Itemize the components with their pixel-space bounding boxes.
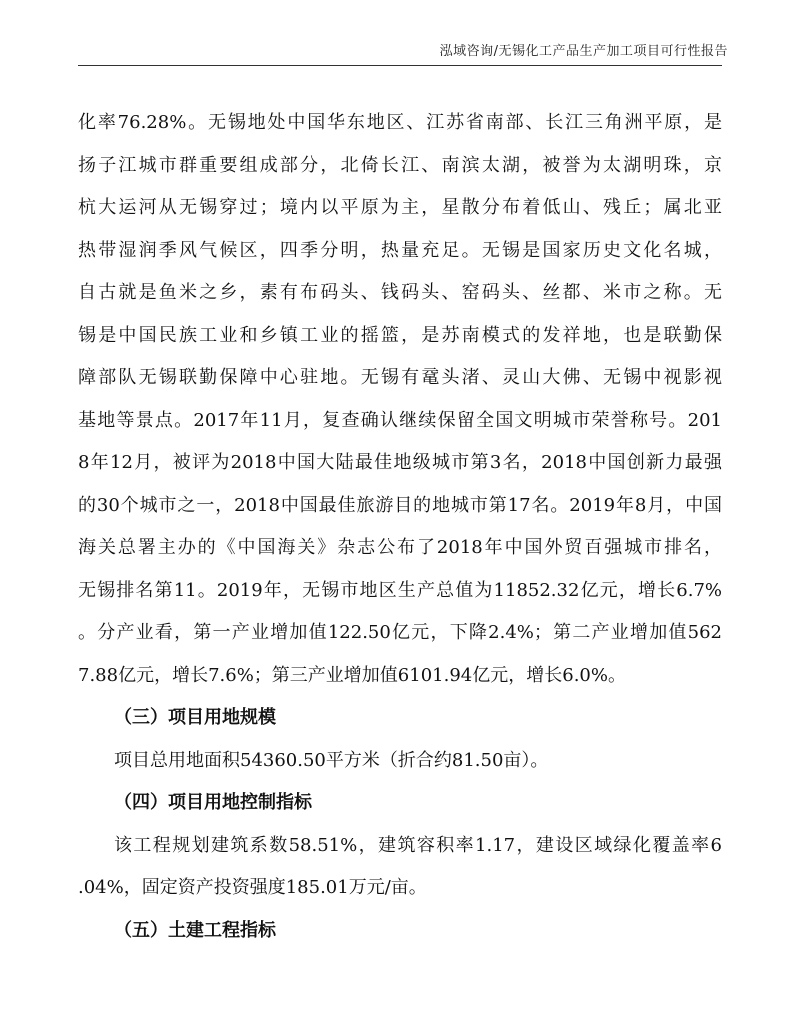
paragraph-land-area: 项目总用地面积54360.50平方米（折合约81.50亩）。 bbox=[114, 749, 549, 771]
document-body bbox=[78, 112, 722, 962]
paragraph-line: 基地等景点。2017年11月，复查确认继续保留全国文明城市荣誉称号。201 bbox=[78, 409, 722, 431]
paragraph-line: 的30个城市之一，2018中国最佳旅游目的地城市第17名。2019年8月，中国 bbox=[78, 494, 722, 516]
section-heading-land-control: （四）项目用地控制指标 bbox=[114, 792, 312, 813]
paragraph-line: 8年12月，被评为2018中国大陆最佳地级城市第3名，2018中国创新力最强 bbox=[78, 452, 722, 473]
paragraph-line: 自古就是鱼米之乡，素有布码头、钱码头、窑码头、丝都、米市之称。无 bbox=[78, 282, 722, 303]
section-heading-land-scale: （三）项目用地规模 bbox=[114, 707, 276, 728]
page-header: 泓域咨询/无锡化工产品生产加工项目可行性报告 bbox=[439, 44, 728, 59]
header-divider bbox=[78, 65, 722, 66]
paragraph-line: 该工程规划建筑系数58.51%，建筑容积率1.17，建设区域绿化覆盖率6 bbox=[114, 834, 722, 856]
paragraph-line: 7.88亿元，增长7.6%；第三产业增加值6101.94亿元，增长6.0%。 bbox=[78, 664, 626, 686]
paragraph-line: 扬子江城市群重要组成部分，北倚长江、南滨太湖，被誉为太湖明珠，京 bbox=[78, 154, 722, 176]
paragraph-line: .04%，固定资产投资强度185.01万元/亩。 bbox=[78, 877, 427, 898]
paragraph-line: 无锡排名第11。2019年，无锡市地区生产总值为11852.32亿元，增长6.7% bbox=[78, 579, 722, 601]
paragraph-line: 锡是中国民族工业和乡镇工业的摇篮，是苏南模式的发祥地，也是联勤保 bbox=[78, 324, 722, 346]
paragraph-line: 障部队无锡联勤保障中心驻地。无锡有鼋头渚、灵山大佛、无锡中视影视 bbox=[78, 367, 722, 388]
paragraph-line: 热带湿润季风气候区，四季分明，热量充足。无锡是国家历史文化名城， bbox=[78, 239, 722, 261]
section-heading-civil-works: （五）土建工程指标 bbox=[114, 919, 276, 941]
paragraph-line: 。分产业看，第一产业增加值122.50亿元，下降2.4%；第二产业增加值562 bbox=[78, 622, 722, 643]
paragraph-line: 海关总署主办的《中国海关》杂志公布了2018年中国外贸百强城市排名， bbox=[78, 537, 722, 558]
paragraph-line: 杭大运河从无锡穿过；境内以平原为主，星散分布着低山、残丘；属北亚 bbox=[78, 197, 722, 218]
paragraph-line: 化率76.28%。无锡地处中国华东地区、江苏省南部、长江三角洲平原，是 bbox=[78, 112, 722, 133]
